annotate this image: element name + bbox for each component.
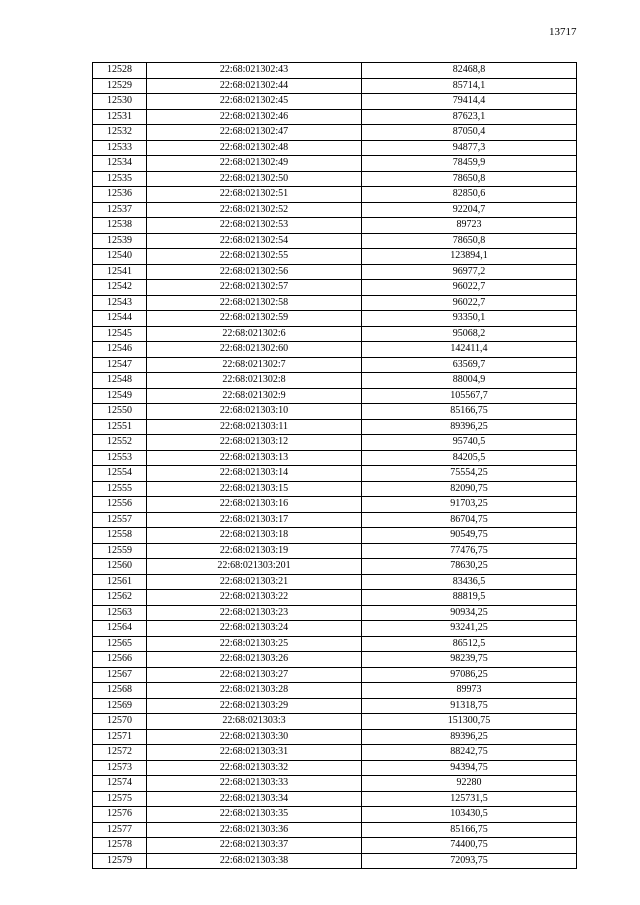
cadastral-number-cell: 22:68:021303:35	[147, 807, 362, 823]
table-row	[93, 233, 577, 249]
cadastral-number-cell: 22:68:021303:201	[147, 559, 362, 575]
row-number-cell: 12573	[93, 760, 147, 776]
table-row	[93, 667, 577, 683]
table-row	[93, 776, 577, 792]
row-number-cell: 12536	[93, 187, 147, 203]
table-row	[93, 63, 577, 79]
row-number-cell: 12574	[93, 776, 147, 792]
table-row	[93, 512, 577, 528]
value-cell: 78650,8	[362, 171, 577, 187]
row-number-cell: 12545	[93, 326, 147, 342]
table-row	[93, 419, 577, 435]
table-row	[93, 636, 577, 652]
row-number-cell: 12575	[93, 791, 147, 807]
row-number-cell: 12568	[93, 683, 147, 699]
value-cell: 103430,5	[362, 807, 577, 823]
table-row	[93, 621, 577, 637]
records-table	[92, 62, 577, 869]
value-cell: 105567,7	[362, 388, 577, 404]
row-number-cell: 12557	[93, 512, 147, 528]
row-number-cell: 12564	[93, 621, 147, 637]
table-row	[93, 652, 577, 668]
value-cell: 90549,75	[362, 528, 577, 544]
cadastral-number-cell: 22:68:021303:19	[147, 543, 362, 559]
row-number-cell: 12562	[93, 590, 147, 606]
row-number-cell: 12548	[93, 373, 147, 389]
value-cell: 75554,25	[362, 466, 577, 482]
row-number-cell: 12569	[93, 698, 147, 714]
value-cell: 94394,75	[362, 760, 577, 776]
row-number-cell: 12550	[93, 404, 147, 420]
cadastral-number-cell: 22:68:021302:59	[147, 311, 362, 327]
cadastral-number-cell: 22:68:021303:12	[147, 435, 362, 451]
row-number-cell: 12577	[93, 822, 147, 838]
cadastral-number-cell: 22:68:021303:29	[147, 698, 362, 714]
table-row	[93, 280, 577, 296]
table-row	[93, 249, 577, 265]
table-row	[93, 264, 577, 280]
cadastral-number-cell: 22:68:021303:27	[147, 667, 362, 683]
cadastral-number-cell: 22:68:021302:58	[147, 295, 362, 311]
row-number-cell: 12541	[93, 264, 147, 280]
cadastral-number-cell: 22:68:021303:25	[147, 636, 362, 652]
value-cell: 82090,75	[362, 481, 577, 497]
value-cell: 90934,25	[362, 605, 577, 621]
cadastral-number-cell: 22:68:021303:38	[147, 853, 362, 869]
row-number-cell: 12565	[93, 636, 147, 652]
value-cell: 96977,2	[362, 264, 577, 280]
cadastral-number-cell: 22:68:021303:23	[147, 605, 362, 621]
cadastral-number-cell: 22:68:021302:49	[147, 156, 362, 172]
value-cell: 88819,5	[362, 590, 577, 606]
row-number-cell: 12533	[93, 140, 147, 156]
table-row	[93, 853, 577, 869]
value-cell: 88004,9	[362, 373, 577, 389]
table-row	[93, 559, 577, 575]
cadastral-number-cell: 22:68:021302:57	[147, 280, 362, 296]
row-number-cell: 12572	[93, 745, 147, 761]
cadastral-number-cell: 22:68:021302:9	[147, 388, 362, 404]
value-cell: 84205,5	[362, 450, 577, 466]
row-number-cell: 12567	[93, 667, 147, 683]
row-number-cell: 12552	[93, 435, 147, 451]
value-cell: 79414,4	[362, 94, 577, 110]
value-cell: 87623,1	[362, 109, 577, 125]
row-number-cell: 12563	[93, 605, 147, 621]
row-number-cell: 12546	[93, 342, 147, 358]
cadastral-number-cell: 22:68:021303:11	[147, 419, 362, 435]
value-cell: 86704,75	[362, 512, 577, 528]
value-cell: 96022,7	[362, 280, 577, 296]
value-cell: 91703,25	[362, 497, 577, 513]
value-cell: 123894,1	[362, 249, 577, 265]
value-cell: 86512,5	[362, 636, 577, 652]
row-number-cell: 12544	[93, 311, 147, 327]
row-number-cell: 12530	[93, 94, 147, 110]
cadastral-number-cell: 22:68:021303:31	[147, 745, 362, 761]
value-cell: 89396,25	[362, 729, 577, 745]
table-row	[93, 218, 577, 234]
cadastral-number-cell: 22:68:021302:47	[147, 125, 362, 141]
cadastral-number-cell: 22:68:021302:55	[147, 249, 362, 265]
row-number-cell: 12576	[93, 807, 147, 823]
row-number-cell: 12540	[93, 249, 147, 265]
row-number-cell: 12539	[93, 233, 147, 249]
table-row	[93, 745, 577, 761]
row-number-cell: 12547	[93, 357, 147, 373]
table-row	[93, 404, 577, 420]
table-row	[93, 590, 577, 606]
value-cell: 93241,25	[362, 621, 577, 637]
table-row	[93, 698, 577, 714]
value-cell: 98239,75	[362, 652, 577, 668]
row-number-cell: 12534	[93, 156, 147, 172]
value-cell: 151300,75	[362, 714, 577, 730]
table-row	[93, 187, 577, 203]
value-cell: 125731,5	[362, 791, 577, 807]
row-number-cell: 12566	[93, 652, 147, 668]
row-number-cell: 12528	[93, 63, 147, 79]
table-row	[93, 791, 577, 807]
row-number-cell: 12558	[93, 528, 147, 544]
cadastral-number-cell: 22:68:021303:33	[147, 776, 362, 792]
cadastral-number-cell: 22:68:021303:17	[147, 512, 362, 528]
value-cell: 83436,5	[362, 574, 577, 590]
cadastral-number-cell: 22:68:021303:13	[147, 450, 362, 466]
cadastral-number-cell: 22:68:021302:53	[147, 218, 362, 234]
value-cell: 74400,75	[362, 838, 577, 854]
table-row	[93, 125, 577, 141]
row-number-cell: 12578	[93, 838, 147, 854]
records-table-body	[93, 63, 577, 869]
value-cell: 87050,4	[362, 125, 577, 141]
table-row	[93, 78, 577, 94]
row-number-cell: 12570	[93, 714, 147, 730]
table-row	[93, 528, 577, 544]
page-number: 13717	[549, 26, 577, 38]
row-number-cell: 12551	[93, 419, 147, 435]
value-cell: 89723	[362, 218, 577, 234]
row-number-cell: 12543	[93, 295, 147, 311]
cadastral-number-cell: 22:68:021303:24	[147, 621, 362, 637]
table-row	[93, 140, 577, 156]
cadastral-number-cell: 22:68:021302:60	[147, 342, 362, 358]
cadastral-number-cell: 22:68:021303:22	[147, 590, 362, 606]
value-cell: 89973	[362, 683, 577, 699]
table-row	[93, 373, 577, 389]
cadastral-number-cell: 22:68:021303:32	[147, 760, 362, 776]
table-row	[93, 450, 577, 466]
table-row	[93, 822, 577, 838]
cadastral-number-cell: 22:68:021303:10	[147, 404, 362, 420]
value-cell: 92280	[362, 776, 577, 792]
table-row	[93, 481, 577, 497]
cadastral-number-cell: 22:68:021302:48	[147, 140, 362, 156]
row-number-cell: 12554	[93, 466, 147, 482]
table-row	[93, 156, 577, 172]
row-number-cell: 12537	[93, 202, 147, 218]
cadastral-number-cell: 22:68:021303:3	[147, 714, 362, 730]
cadastral-number-cell: 22:68:021303:26	[147, 652, 362, 668]
cadastral-number-cell: 22:68:021302:45	[147, 94, 362, 110]
table-row	[93, 466, 577, 482]
row-number-cell: 12559	[93, 543, 147, 559]
table-row	[93, 357, 577, 373]
cadastral-number-cell: 22:68:021302:54	[147, 233, 362, 249]
value-cell: 142411,4	[362, 342, 577, 358]
value-cell: 77476,75	[362, 543, 577, 559]
row-number-cell: 12549	[93, 388, 147, 404]
table-row	[93, 838, 577, 854]
table-row	[93, 543, 577, 559]
table-row	[93, 311, 577, 327]
cadastral-number-cell: 22:68:021302:8	[147, 373, 362, 389]
row-number-cell: 12542	[93, 280, 147, 296]
cadastral-number-cell: 22:68:021303:18	[147, 528, 362, 544]
value-cell: 89396,25	[362, 419, 577, 435]
cadastral-number-cell: 22:68:021302:52	[147, 202, 362, 218]
cadastral-number-cell: 22:68:021302:7	[147, 357, 362, 373]
cadastral-number-cell: 22:68:021302:51	[147, 187, 362, 203]
table-row	[93, 574, 577, 590]
row-number-cell: 12529	[93, 78, 147, 94]
table-row	[93, 605, 577, 621]
value-cell: 95068,2	[362, 326, 577, 342]
value-cell: 91318,75	[362, 698, 577, 714]
value-cell: 92204,7	[362, 202, 577, 218]
row-number-cell: 12560	[93, 559, 147, 575]
value-cell: 78459,9	[362, 156, 577, 172]
table-row	[93, 342, 577, 358]
value-cell: 85166,75	[362, 822, 577, 838]
table-row	[93, 109, 577, 125]
value-cell: 93350,1	[362, 311, 577, 327]
value-cell: 78630,25	[362, 559, 577, 575]
cadastral-number-cell: 22:68:021303:30	[147, 729, 362, 745]
cadastral-number-cell: 22:68:021302:46	[147, 109, 362, 125]
row-number-cell: 12555	[93, 481, 147, 497]
table-row	[93, 435, 577, 451]
cadastral-number-cell: 22:68:021303:14	[147, 466, 362, 482]
row-number-cell: 12532	[93, 125, 147, 141]
value-cell: 85166,75	[362, 404, 577, 420]
value-cell: 82850,6	[362, 187, 577, 203]
table-row	[93, 714, 577, 730]
table-row	[93, 729, 577, 745]
table-row	[93, 171, 577, 187]
cadastral-number-cell: 22:68:021303:36	[147, 822, 362, 838]
row-number-cell: 12556	[93, 497, 147, 513]
value-cell: 85714,1	[362, 78, 577, 94]
table-row	[93, 760, 577, 776]
table-row	[93, 683, 577, 699]
cadastral-number-cell: 22:68:021303:34	[147, 791, 362, 807]
table-row	[93, 295, 577, 311]
row-number-cell: 12561	[93, 574, 147, 590]
value-cell: 97086,25	[362, 667, 577, 683]
cadastral-number-cell: 22:68:021303:37	[147, 838, 362, 854]
value-cell: 72093,75	[362, 853, 577, 869]
value-cell: 96022,7	[362, 295, 577, 311]
table-row	[93, 807, 577, 823]
row-number-cell: 12535	[93, 171, 147, 187]
value-cell: 88242,75	[362, 745, 577, 761]
value-cell: 63569,7	[362, 357, 577, 373]
value-cell: 82468,8	[362, 63, 577, 79]
cadastral-number-cell: 22:68:021302:50	[147, 171, 362, 187]
value-cell: 78650,8	[362, 233, 577, 249]
cadastral-number-cell: 22:68:021303:28	[147, 683, 362, 699]
table-row	[93, 497, 577, 513]
cadastral-number-cell: 22:68:021302:6	[147, 326, 362, 342]
table-row	[93, 388, 577, 404]
table-row	[93, 94, 577, 110]
value-cell: 95740,5	[362, 435, 577, 451]
cadastral-number-cell: 22:68:021302:56	[147, 264, 362, 280]
row-number-cell: 12579	[93, 853, 147, 869]
cadastral-number-cell: 22:68:021303:21	[147, 574, 362, 590]
table-row	[93, 326, 577, 342]
cadastral-number-cell: 22:68:021302:43	[147, 63, 362, 79]
row-number-cell: 12531	[93, 109, 147, 125]
value-cell: 94877,3	[362, 140, 577, 156]
cadastral-number-cell: 22:68:021303:16	[147, 497, 362, 513]
cadastral-number-cell: 22:68:021302:44	[147, 78, 362, 94]
row-number-cell: 12571	[93, 729, 147, 745]
cadastral-number-cell: 22:68:021303:15	[147, 481, 362, 497]
row-number-cell: 12538	[93, 218, 147, 234]
table-row	[93, 202, 577, 218]
row-number-cell: 12553	[93, 450, 147, 466]
